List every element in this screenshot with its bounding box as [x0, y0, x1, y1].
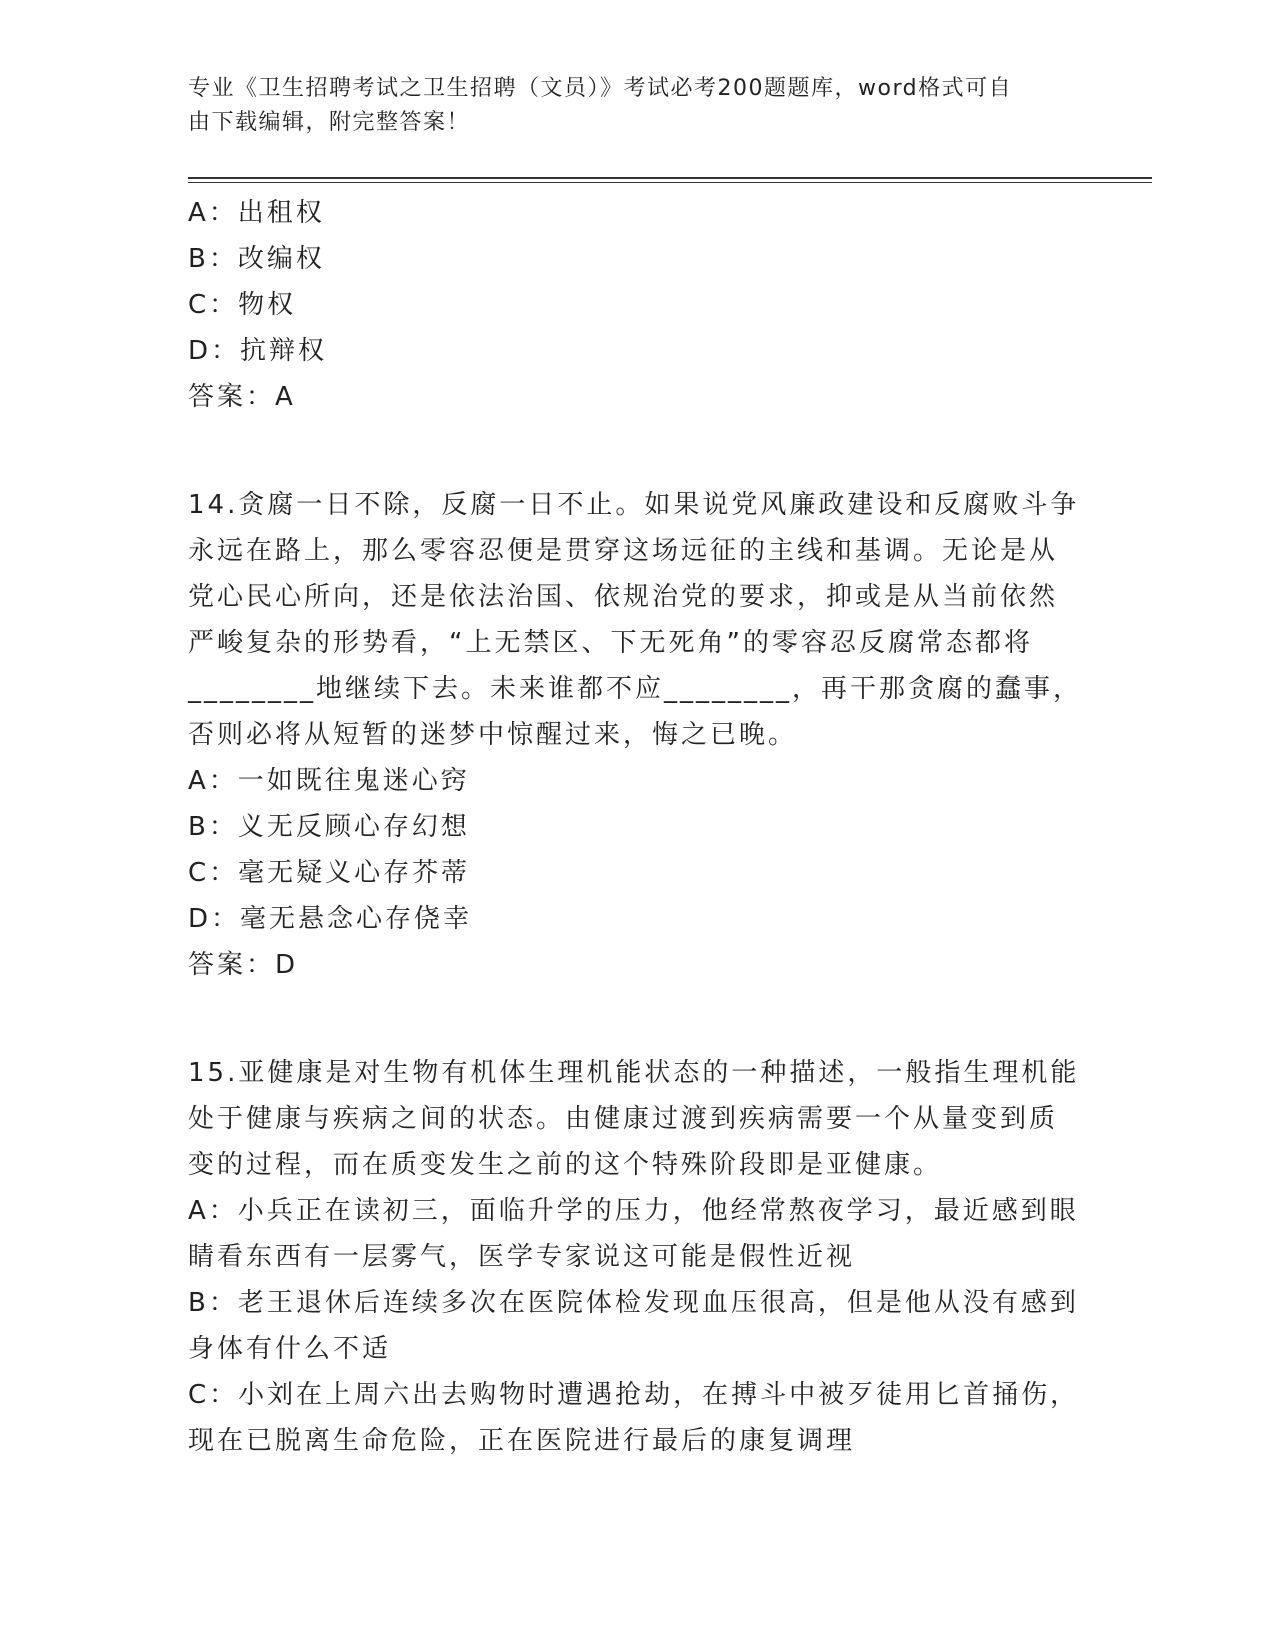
q13-answer: 答案：A — [188, 382, 296, 412]
question-13-block — [188, 190, 1088, 420]
q14-option-a: A：一如既往鬼迷心窍 — [188, 766, 470, 796]
header-divider-thick — [188, 177, 1152, 179]
q14-stem-line: 否则必将从短暂的迷梦中惊醒过来，悔之已晚。 — [188, 720, 798, 750]
q15-option-c-line: 现在已脱离生命危险，正在医院进行最后的康复调理 — [188, 1426, 856, 1456]
q13-option-c: C：物权 — [188, 290, 297, 320]
q15-stem-line: 处于健康与疾病之间的状态。由健康过渡到疾病需要一个从量变到质 — [188, 1104, 1059, 1134]
question-15-block — [188, 1050, 1088, 1464]
q14-stem-line: 永远在路上，那么零容忍便是贯穿这场远征的主线和基调。无论是从 — [188, 536, 1059, 566]
header-divider-thin — [188, 182, 1152, 183]
q14-option-b: B：义无反顾心存幻想 — [188, 812, 470, 842]
q13-option-b: B：改编权 — [188, 244, 325, 274]
question-14-block — [188, 482, 1088, 988]
spacer — [188, 988, 1088, 1050]
q14-option-c: C：毫无疑义心存芥蒂 — [188, 858, 471, 888]
q14-stem-line: 党心民心所向，还是依法治国、依规治党的要求，抑或是从当前依然 — [188, 582, 1059, 612]
q15-option-c-line: C：小刘在上周六出去购物时遭遇抢劫，在搏斗中被歹徒用匕首捅伤， — [188, 1380, 1080, 1410]
q15-stem-line: 变的过程，而在质变发生之前的这个特殊阶段即是亚健康。 — [188, 1150, 943, 1180]
question-content — [188, 190, 1088, 1464]
q14-stem-line: 严峻复杂的形势看，“上无禁区、下无死角”的零容忍反腐常态都将 — [188, 628, 1033, 658]
q15-option-a-line: 睛看东西有一层雾气，医学专家说这可能是假性近视 — [188, 1242, 856, 1272]
q15-option-a-line: A：小兵正在读初三，面临升学的压力，他经常熬夜学习，最近感到眼 — [188, 1196, 1079, 1226]
header-line-1: 专业《卫生招聘考试之卫生招聘（文员）》考试必考200题题库，word格式可自 — [188, 76, 1013, 101]
q13-option-a: A：出租权 — [188, 198, 325, 228]
q15-option-b-line: 身体有什么不适 — [188, 1334, 392, 1364]
q13-option-d: D：抗辩权 — [188, 336, 328, 366]
q14-option-d: D：毫无悬念心存侥幸 — [188, 904, 473, 934]
q14-answer: 答案：D — [188, 950, 299, 980]
q14-stem-line: ________地继续下去。未来谁都不应________，再干那贪腐的蠢事， — [188, 674, 1083, 704]
spacer — [188, 420, 1088, 482]
q15-stem-line: 15.亚健康是对生物有机体生理机能状态的一种描述，一般指生理机能 — [188, 1058, 1080, 1088]
document-header — [188, 72, 1068, 140]
q14-stem-line: 14.贪腐一日不除，反腐一日不止。如果说党风廉政建设和反腐败斗争 — [188, 490, 1080, 520]
header-line-2: 由下载编辑，附完整答案！ — [188, 110, 471, 135]
q15-option-b-line: B：老王退休后连续多次在医院体检发现血压很高，但是他从没有感到 — [188, 1288, 1079, 1318]
